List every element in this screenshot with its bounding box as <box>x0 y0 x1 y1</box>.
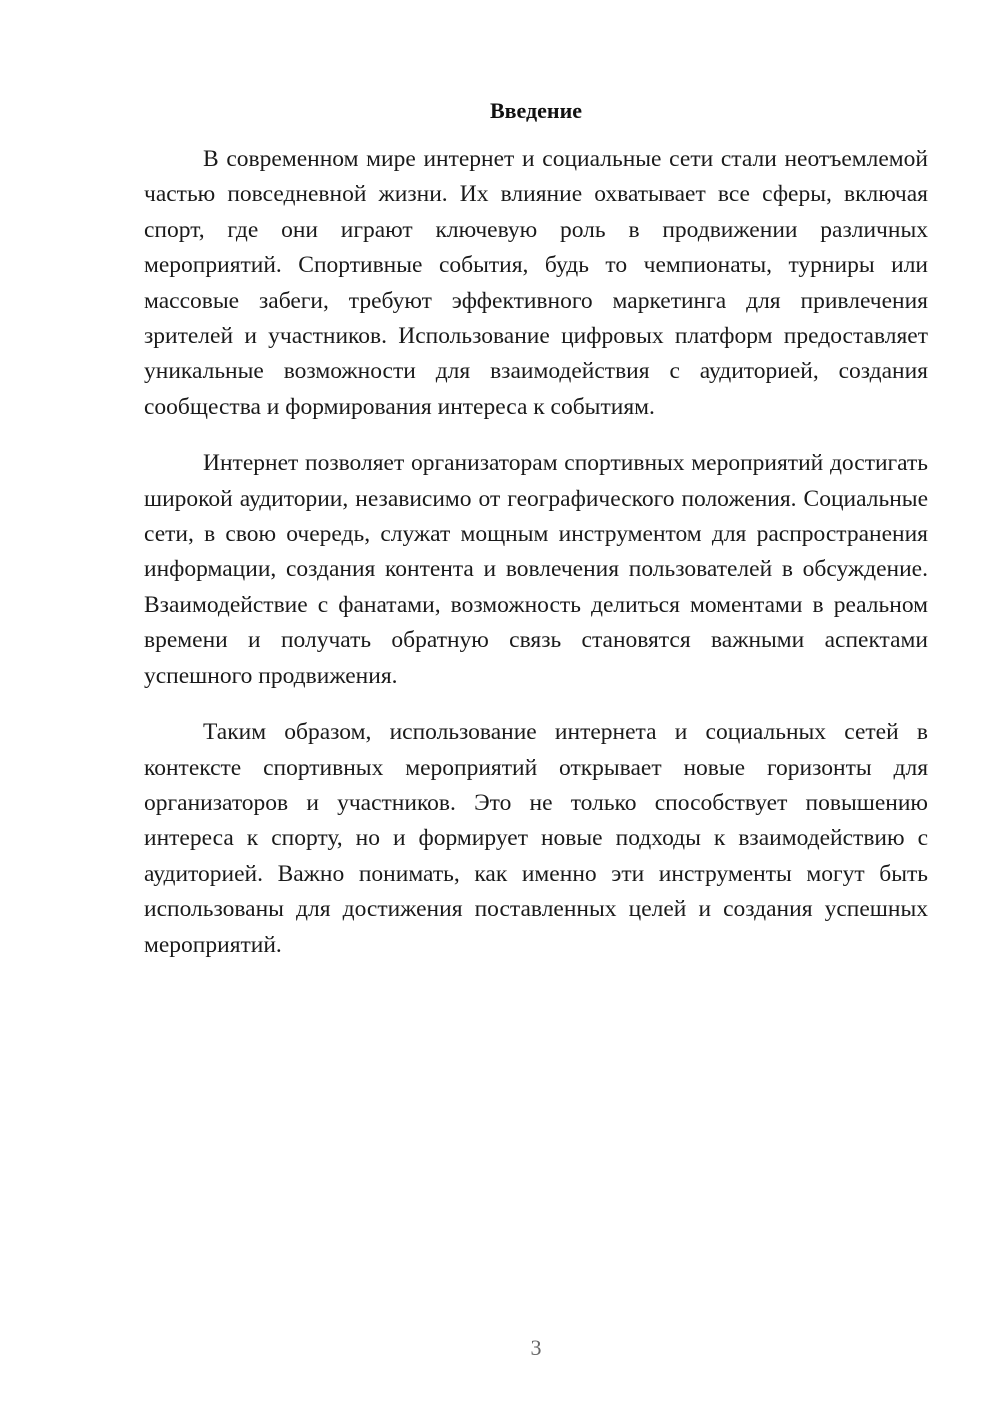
body-text <box>144 142 928 984</box>
paragraph-3: Таким образом, использование интернета и социальных сетей в контексте спортивных мероприятий открывает новые горизонты для организаторов и участников. Это не только способствует повышению интереса к спорту, но и формирует новые подходы к взаимодействию с аудиторией. Важно понимать, как именно эти инструменты могут быть использованы для достижения поставленных целей и создания успешных мероприятий. <box>144 719 928 958</box>
page-number: 3 <box>530 1335 542 1360</box>
section-title: Введение <box>489 98 583 123</box>
paragraph-2: Интернет позволяет организаторам спортивных мероприятий достигать широкой аудитории, независимо от географического положения. Социальные сети, в свою очередь, служат мощным инструментом для распространения информации, создания контента и вовлечения пользователей в обсуждение. Взаимодействие с фанатами, возможность делиться моментами в реальном времени и получать обратную связь становятся важными аспектами успешного продвижения. <box>144 450 928 689</box>
paragraph-1: В современном мире интернет и социальные сети стали неотъемлемой частью повседневной жизни. Их влияние охватывает все сферы, включая спорт, где они играют ключевую роль в продвижении различных мероприятий. Спортивные события, будь то чемпионаты, турниры или массовые забеги, требуют эффективного маркетинга для привлечения зрителей и участников. Использование цифровых платформ предоставляет уникальные возможности для взаимодействия с аудиторией, создания сообщества и формирования интереса к событиям. <box>144 146 928 420</box>
